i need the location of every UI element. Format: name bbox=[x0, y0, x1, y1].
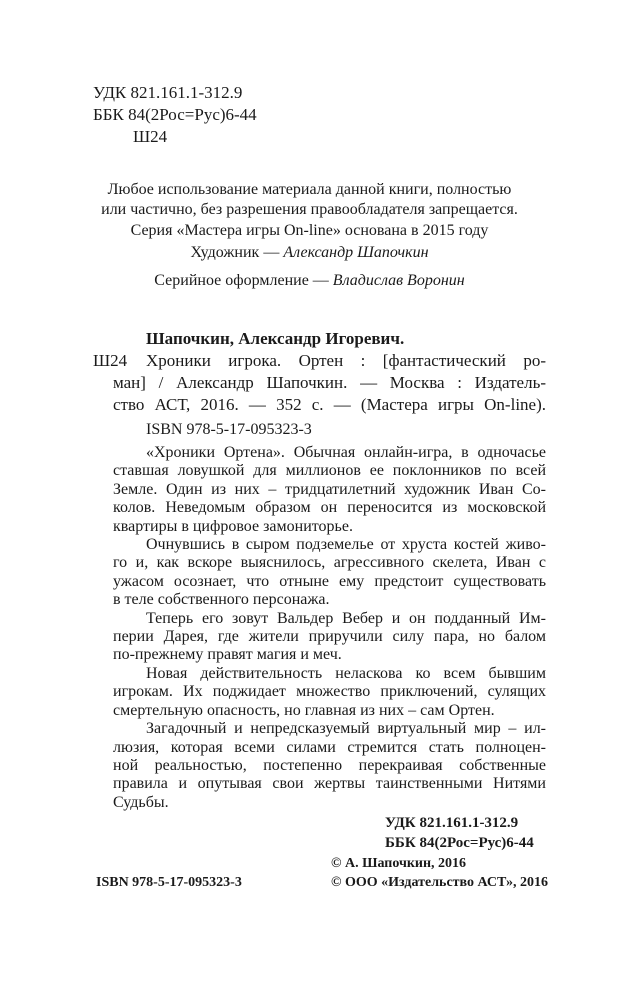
series-note: Серия «Мастера игры On-line» основана в 2015 году bbox=[130, 222, 489, 239]
annotation-line: игрокам. Их поджидает множество приключений, сулящих bbox=[113, 683, 546, 701]
annotation-line: квартиры в цифровое замониторье. bbox=[113, 517, 353, 535]
udc-code: УДК 821.161.1-312.9 bbox=[93, 83, 243, 102]
annotation-line: смертельную опасность, но главная из них – сам Ортен. bbox=[113, 701, 495, 719]
annotation-line: Земле. Один из них – тридцатилетний художник Иван Со- bbox=[113, 480, 546, 498]
annotation-paragraph-2 bbox=[113, 536, 546, 610]
annotation-paragraph-3 bbox=[113, 610, 546, 665]
annotation-line: Теперь его зовут Вальдер Вебер и он подданный Им- bbox=[146, 609, 546, 627]
annotation-line: Загадочный и непредсказуемый виртуальный мир – ил- bbox=[146, 720, 546, 738]
annotation-paragraph-4 bbox=[113, 665, 546, 720]
annotation-line: «Хроники Ортена». Обычная онлайн-игра, в одночасье bbox=[146, 444, 546, 461]
author-mark: Ш24 bbox=[133, 127, 168, 146]
artist-label: Художник — bbox=[190, 244, 284, 261]
annotation-line: Очнувшись в сыром подземелье от хруста костей живо- bbox=[146, 536, 546, 554]
bibliography-mark: Ш24 bbox=[93, 351, 128, 370]
annotation-paragraph-1 bbox=[113, 444, 546, 536]
annotation-line: по-прежнему правят магия и меч. bbox=[113, 646, 342, 664]
annotation-line: Новая действительность неласкова ко всем бывшим bbox=[146, 664, 546, 682]
footer-isbn: ISBN 978-5-17-095323-3 bbox=[96, 875, 242, 890]
annotation-line: ставшая ловушкой для миллионов ее поклонников по всей bbox=[113, 462, 546, 480]
annotation-line: в теле собственного персонажа. bbox=[113, 591, 330, 609]
annotation-line: Судьбы. bbox=[113, 793, 169, 811]
bibliography-line-2: ман] / Александр Шапочкин. — Москва : Издатель- bbox=[113, 373, 546, 392]
bottom-udc-code: УДК 821.161.1-312.9 bbox=[385, 815, 519, 831]
annotation-line: люзия, которая всеми силами стремится стать полноцен- bbox=[113, 738, 546, 756]
copyright-publisher: © ООО «Издательство АСТ», 2016 bbox=[331, 875, 549, 890]
design-label: Серийное оформление — bbox=[154, 272, 333, 289]
bottom-bbk-code: ББК 84(2Рос=Рус)6-44 bbox=[385, 835, 534, 851]
author-heading: Шапочкин, Александр Игоревич. bbox=[146, 329, 405, 348]
bibliography-isbn: ISBN 978-5-17-095323-3 bbox=[146, 421, 312, 438]
annotation-line: правила и опутывая свои жертвы таинственными Нитями bbox=[113, 775, 546, 793]
annotation bbox=[113, 444, 546, 812]
annotation-line: ной реальностью, постепенно перекраивая собственные bbox=[113, 756, 546, 774]
bibliography-line-3: ство АСТ, 2016. — 352 с. — (Мастера игры On-line). bbox=[113, 395, 546, 414]
annotation-line: го и, как вскоре выяснилось, агрессивного скелета, Иван с bbox=[113, 554, 546, 572]
bbk-code: ББК 84(2Рос=Рус)6-44 bbox=[93, 105, 257, 124]
artist-name: Александр Шапочкин bbox=[283, 244, 429, 261]
design-credit bbox=[0, 271, 619, 291]
rights-notice-line-2: или частично, без разрешения правообладателя запрещается. bbox=[101, 201, 518, 218]
annotation-paragraph-5 bbox=[113, 720, 546, 812]
designer-name: Владислав Воронин bbox=[332, 272, 465, 289]
annotation-line: перии Дарея, где жители приручили силу пара, но балом bbox=[113, 628, 546, 646]
copyright-author: © А. Шапочкин, 2016 bbox=[331, 856, 467, 871]
bibliography-line-1: Хроники игрока. Ортен : [фантастический ро- bbox=[146, 351, 546, 370]
annotation-line: ужасом осознает, что отныне ему предстоит существовать bbox=[113, 572, 546, 590]
rights-notice-line-1: Любое использование материала данной книги, полностью bbox=[107, 181, 512, 198]
artist-credit bbox=[0, 243, 619, 263]
annotation-line: колов. Неведомым образом он переносится из московской bbox=[113, 499, 546, 517]
